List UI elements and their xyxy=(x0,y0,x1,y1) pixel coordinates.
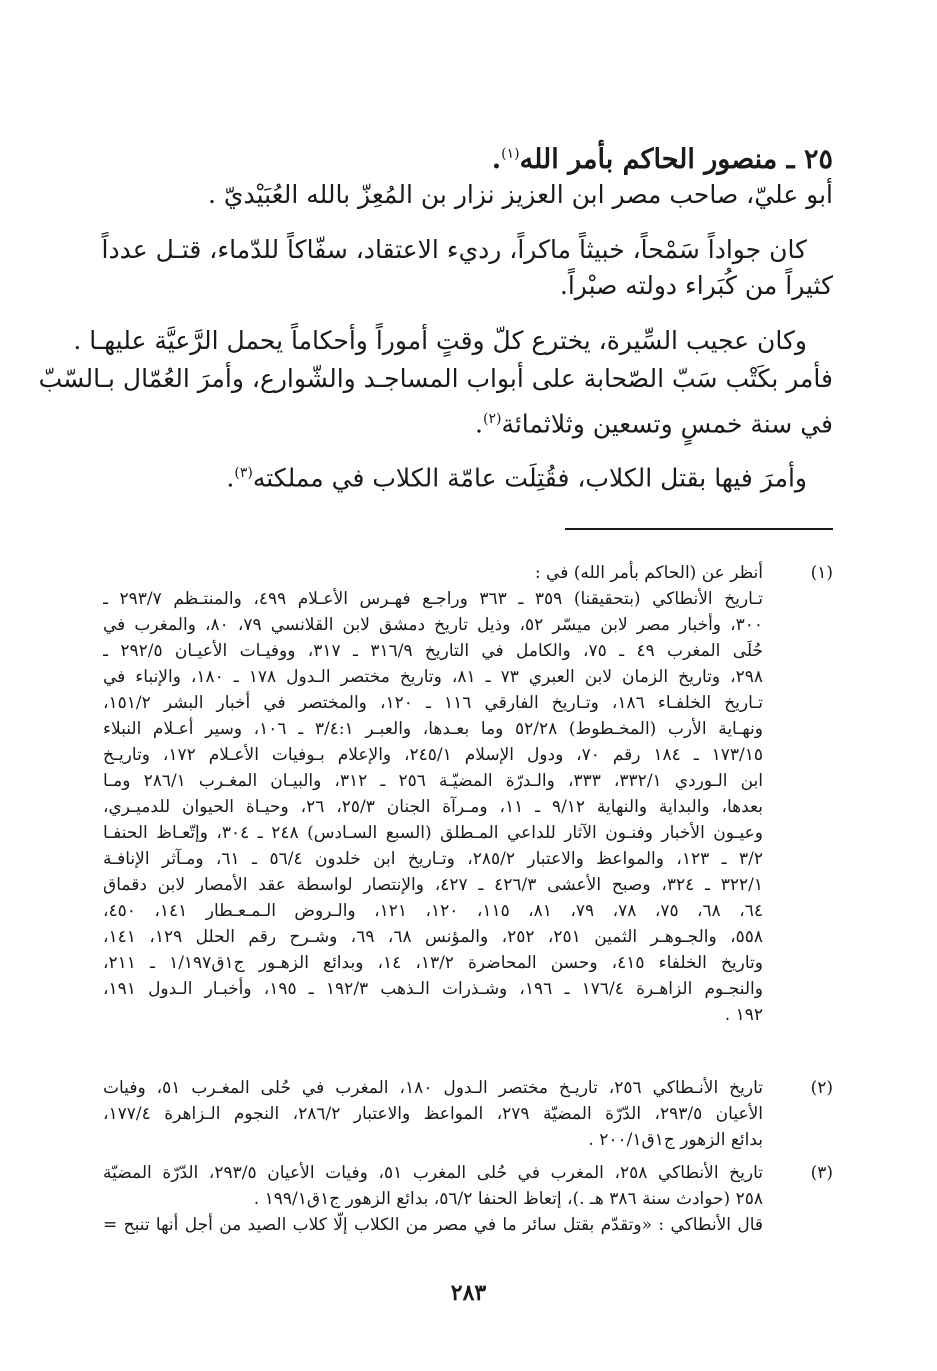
footnote-3 xyxy=(103,1160,833,1240)
paragraph-2-line-3-text: في سنة خمسٍ وتسعين وثلاثمائة xyxy=(501,409,833,439)
page-number: ٢٨٣ xyxy=(450,1280,487,1306)
footnote-line: بعدها، والبداية والنهاية ٩/١٢ ـ ١١، ومـرآة الجنان ٢٥/٣، ٢٦، وحيـاة الحيوان للدميـري، xyxy=(103,797,763,817)
paragraph-3-text: وأمرَ فيها بقتل الكلاب، فقُتِلَت عامّة الكلاب في مملكته xyxy=(252,463,807,493)
footnote-2-number: (٢) xyxy=(810,1078,833,1098)
paragraph-2-line-3 xyxy=(103,400,833,443)
footnote-2 xyxy=(103,1075,833,1155)
footnote-line: ابن الـوردي ٣٣٢/١، ٣٣٣، والـدرّة المضيّـة ٢٥٦ ـ ٣١٢، والبيـان المغـرب ٢٨٦/١ ومـا xyxy=(103,771,763,791)
footnote-line: الأعيان ٢٩٣/٥، الدّرّة المضيّة ٢٧٩، المواعظ والاعتبار ٢٨٦/٢، النجوم الـزاهرة ١٧٧/٤، xyxy=(103,1104,763,1124)
footnote-line: تـاريخ الأنطاكي (بتحقيقنا) ٣٥٩ ـ ٣٦٣ وراجـع فهـرس الأعـلام ٤٩٩، والمنتـظم ٢٩٣/٧ ـ xyxy=(103,589,763,609)
footnote-3-body xyxy=(103,1160,763,1238)
paragraph-1-line-2: كثيراً من كُبَراء دولته صبْراً. xyxy=(559,271,833,300)
paragraph-1-line-1: كان جواداً سَمْحاً، خبيثاً ماكراً، رديء الاعتقاد، سفّاكاً للدّماء، قتـل عدداً xyxy=(101,235,807,264)
footnote-1-number: (١) xyxy=(810,563,833,583)
footnote-ref-3[interactable]: (٣) xyxy=(234,465,253,481)
entry-title-end: . xyxy=(491,144,502,175)
paragraph-3-end: . xyxy=(226,463,235,493)
footnote-line: وعيـون الأخبار وفنـون الآثار للداعي المـطلق (السبع السـادس) ٢٤٨ ـ ٣٠٤، وإتّعـاظ الحنفـا xyxy=(103,823,763,843)
footnote-line: أنظر عن (الحاكم بأمر الله) في : xyxy=(534,563,763,583)
footnote-line: حُلَى المغرب ٤٩ ـ ٧٥، والكامل في التاريخ ٣١٦/٩ ـ ٣١٧، ووفيـات الأعيـان ٢٩٢/٥ ـ xyxy=(103,641,763,661)
footnote-line: ١٩٢ . xyxy=(724,1005,763,1025)
footnote-line: تـاريخ الخلفـاء ١٨٦، وتـاريخ الفارقي ١١٦ ـ ١٢٠، والمختصر في أخبار البشر ١٥١/٢، xyxy=(103,693,763,713)
footnote-line: ٢٩٨، وتاريخ الزمان لابن العبري ٧٣ ـ ٨١، وتاريخ مختصر الـدول ١٧٨ ـ ١٨٠، والإنباء في xyxy=(103,667,763,687)
footnote-1 xyxy=(103,560,833,1030)
entry-title xyxy=(113,134,833,180)
footnote-line: ٥٥٨، والجـوهـر الثمين ٢٥١، ٢٥٢، والمؤنس ٦٨، ٦٩، وشـرح رقم الحلل ١٢٩، ١٤١، xyxy=(103,927,763,947)
footnote-line: ونهـاية الأرب (المخـطوط) ٥٢/٢٨ وما بعـدها، والعبـر ٣/٤:١ ـ ١٠٦، وسير أعـلام النبلاء xyxy=(103,719,763,739)
entry-title-text: ٢٥ ـ منصور الحاكم بأمر الله xyxy=(519,144,833,175)
paragraph-2-line-3-end: . xyxy=(475,409,483,439)
entry-identity-line: أبو عليّ، صاحب مصر ابن العزيز نزار بن المُعِزّ بالله العُبَيْديّ . xyxy=(208,180,833,209)
paragraph-3 xyxy=(103,454,807,497)
footnote-line: ٣/٢ ـ ١٢٣، والمواعظ والاعتبار ٢٨٥/٢، وتـاريخ ابن خلدون ٥٦/٤ ـ ٦١، ومـآثر الإنافـة xyxy=(103,849,763,869)
paragraph-2-line-1: وكان عجيب السِّيرة، يخترع كلّ وقتٍ أموراً وأحكاماً يحمل الرَّعيَّة عليهـا . xyxy=(73,326,807,355)
footnote-line: ٢٥٨ (حوادث سنة ٣٨٦ هـ .)، إتعاظ الحنفا ٥٦/٢، بدائع الزهور ج١ق١٩٩/١ . xyxy=(253,1189,763,1209)
footnote-line: قال الأنطاكي : «وتقدّم بقتل سائر ما في مصر من الكلاب إلّا كلاب الصيد من أجل أنها تنبح = xyxy=(103,1215,763,1235)
footnote-2-body xyxy=(103,1075,763,1153)
paragraph-2-line-2: فأمر بكَتْب سَبّ الصّحابة على أبواب المساجـد والشّوارع، وأمرَ العُمّال بـالسّبّ xyxy=(38,364,833,393)
footnote-ref-1[interactable]: (١) xyxy=(501,146,520,162)
footnote-line: والنجـوم الزاهـرة ١٧٦/٤ ـ ١٩٦، وشـذرات الـذهب ١٩٢/٣ ـ ١٩٥، وأخبـار الـدول ١٩١، xyxy=(103,979,763,999)
footnote-ref-2[interactable]: (٢) xyxy=(482,411,502,427)
footnote-line: ٣٢٢/١ ـ ٣٢٤، وصبح الأعشى ٤٢٦/٣ ـ ٤٢٧، والإنتصار لواسطة عقد الأمصار لابن دقماق xyxy=(103,875,763,895)
footnote-line: تاريخ الأنطاكي ٢٥٨، المغرب في حُلى المغرب ٥١، وفيات الأعيان ٢٩٣/٥، الدّرّة المضيّة xyxy=(103,1163,763,1183)
footnote-line: تاريخ الأنـطاكي ٢٥٦، تاريـخ مختصر الـدول ١٨٠، المغرب في حُلى المغـرب ٥١، وفيات xyxy=(103,1078,763,1098)
footnote-3-number: (٣) xyxy=(810,1163,833,1183)
footnote-line: ٦٤، ٦٨، ٧٥، ٧٨، ٧٩، ٨١، ١١٥، ١٢٠، ١٢١، والـروض الـمـعـطار ١٤١، ٤٥٠، xyxy=(103,901,763,921)
footnote-separator xyxy=(565,528,833,530)
footnote-1-body xyxy=(103,560,763,1028)
footnote-line: بدائع الزهور ج١ق٢٠٠/١ . xyxy=(588,1130,763,1150)
footnote-line: وتاريخ الخلفاء ٤١٥، وحسن المحاضرة ١٣/٢، ١٤، وبدائع الزهـور ج١ق١/١٩٧ ـ ٢١١، xyxy=(103,953,763,973)
footnote-line: ١٧٣/١٥ ـ ١٨٤ رقم ٧٠، ودول الإسلام ٢٤٥/١، والإعلام بـوفيات الأعـلام ١٧٢، وتاريـخ xyxy=(103,745,763,765)
footnote-line: ٣٠٠، وأخبار مصر لابن ميسّر ٥٢، وذيل تاريخ دمشق لابن القلانسي ٧٩، ٨٠، والمغرب في xyxy=(103,615,763,635)
